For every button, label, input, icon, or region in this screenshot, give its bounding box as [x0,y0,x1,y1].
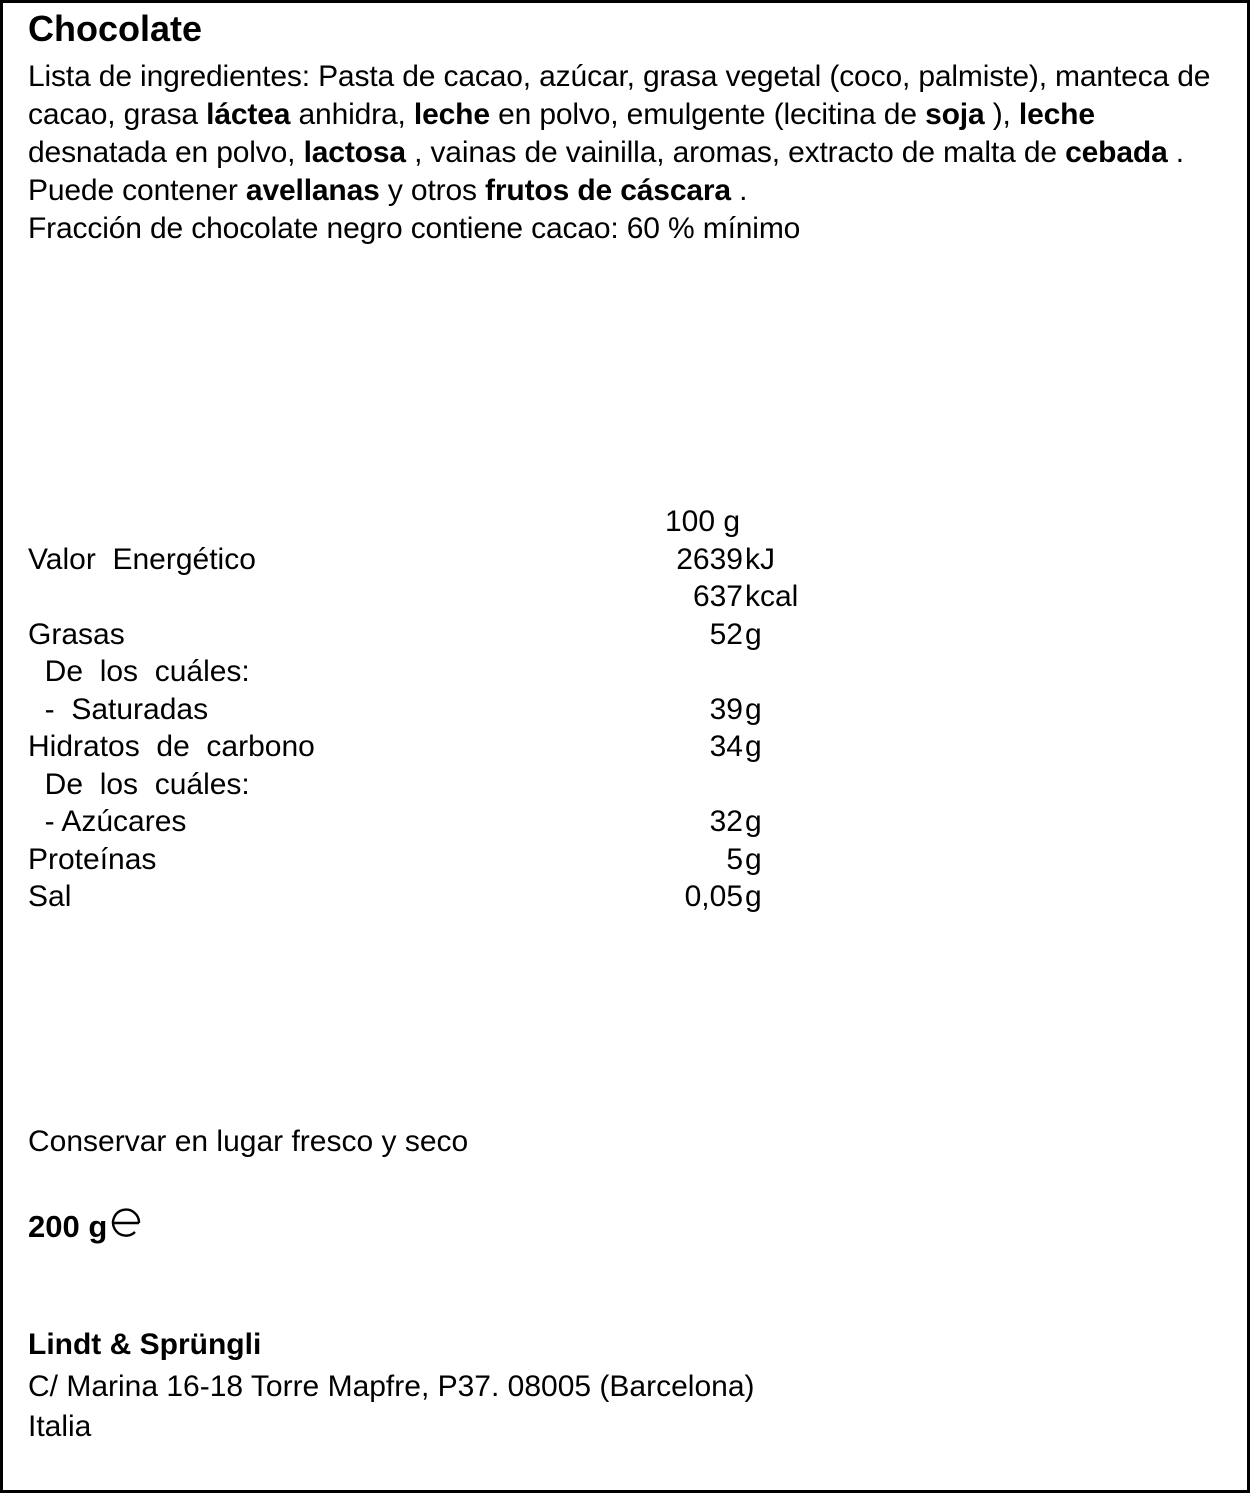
nutrient-value: 32 [709,805,743,838]
ingredient-text: desnatada en polvo, [28,136,304,169]
ingredients-list [28,60,1210,207]
nutrition-row [28,766,928,804]
nutrient-unit: g [745,692,762,726]
allergen-highlight: cebada [1065,136,1168,169]
allergen-highlight: lactosa [303,136,406,169]
ingredient-text: ), [984,98,1019,131]
nutrient-value: 637 [692,580,743,613]
nutrition-row [28,803,928,841]
nutrient-value: 39 [709,692,743,726]
allergen-highlight: leche [1018,98,1095,131]
cocoa-note: Fracción de chocolate negro contiene cacao: 60 % mínimo [28,212,801,245]
nutrition-rows [28,541,928,916]
nutrient-value: 5 [726,842,743,876]
net-weight-value: 200 g [28,1209,108,1244]
nutrition-row [28,728,928,766]
allergen-highlight: frutos de cáscara [485,174,731,207]
product-title: Chocolate [28,8,203,49]
ingredient-text: Lista de ingredientes: Pasta de cacao, azúcar, grasa vegetal (coco, palmiste), manteca de cacao, grasa [28,60,1211,131]
company-country: Italia [28,1410,92,1443]
nutrient-value: 2639 [676,542,743,576]
ingredient-text: anhidra, [290,98,414,131]
nutrition-column-header: 100 g [665,505,741,538]
nutrient-label: Proteínas [28,842,157,876]
storage-instructions: Conservar en lugar fresco y seco [28,1125,469,1158]
nutrient-unit: g [745,730,762,763]
nutrient-label: - Saturadas [28,692,209,726]
allergen-highlight: leche [413,98,490,131]
nutrient-label: Valor Energético [28,542,256,576]
ingredient-text: . [730,174,748,207]
nutrient-unit: g [745,880,762,913]
nutrient-label: - Azúcares [28,805,187,838]
nutrition-row [28,541,928,579]
nutrient-unit: kJ [745,542,775,576]
nutrient-label: Hidratos de carbono [28,730,315,763]
nutrition-header-row [28,503,928,541]
nutrient-value: 34 [709,730,743,763]
nutrition-row [28,616,928,654]
nutrient-label: Sal [28,880,72,913]
ingredient-text: , vainas de vainilla, aromas, extracto de malta de [405,136,1066,169]
nutrition-row [28,653,928,691]
ingredient-text: y otros [379,174,486,207]
nutrient-unit: g [745,617,762,651]
nutrient-value: 0,05 [684,880,743,913]
nutrient-label: De los cuáles: [28,767,250,801]
ingredient-text: en polvo, emulgente (lecitina de [489,98,926,131]
nutrient-label: Grasas [28,617,125,651]
nutrition-table [28,503,928,916]
company-address: C/ Marina 16-18 Torre Mapfre, P37. 08005 (Barcelona) [28,1370,755,1403]
estimated-e-icon [109,1207,145,1246]
nutrition-row [28,578,928,616]
nutrient-unit: g [745,805,762,838]
nutrient-unit: g [745,842,762,876]
nutrient-label: De los cuáles: [28,655,250,688]
company-name: Lindt & Sprüngli [28,1328,262,1361]
nutrient-value: 52 [709,617,743,651]
net-weight [28,1208,145,1246]
ingredients-block [28,58,1228,248]
allergen-highlight: avellanas [245,174,380,207]
nutrition-row [28,841,928,879]
ingredient-text: . Puede contener [28,136,1184,207]
allergen-highlight: láctea [206,98,291,131]
nutrition-row [28,878,928,916]
nutrient-unit: kcal [745,580,799,613]
nutrition-row [28,691,928,729]
allergen-highlight: soja [925,98,985,131]
